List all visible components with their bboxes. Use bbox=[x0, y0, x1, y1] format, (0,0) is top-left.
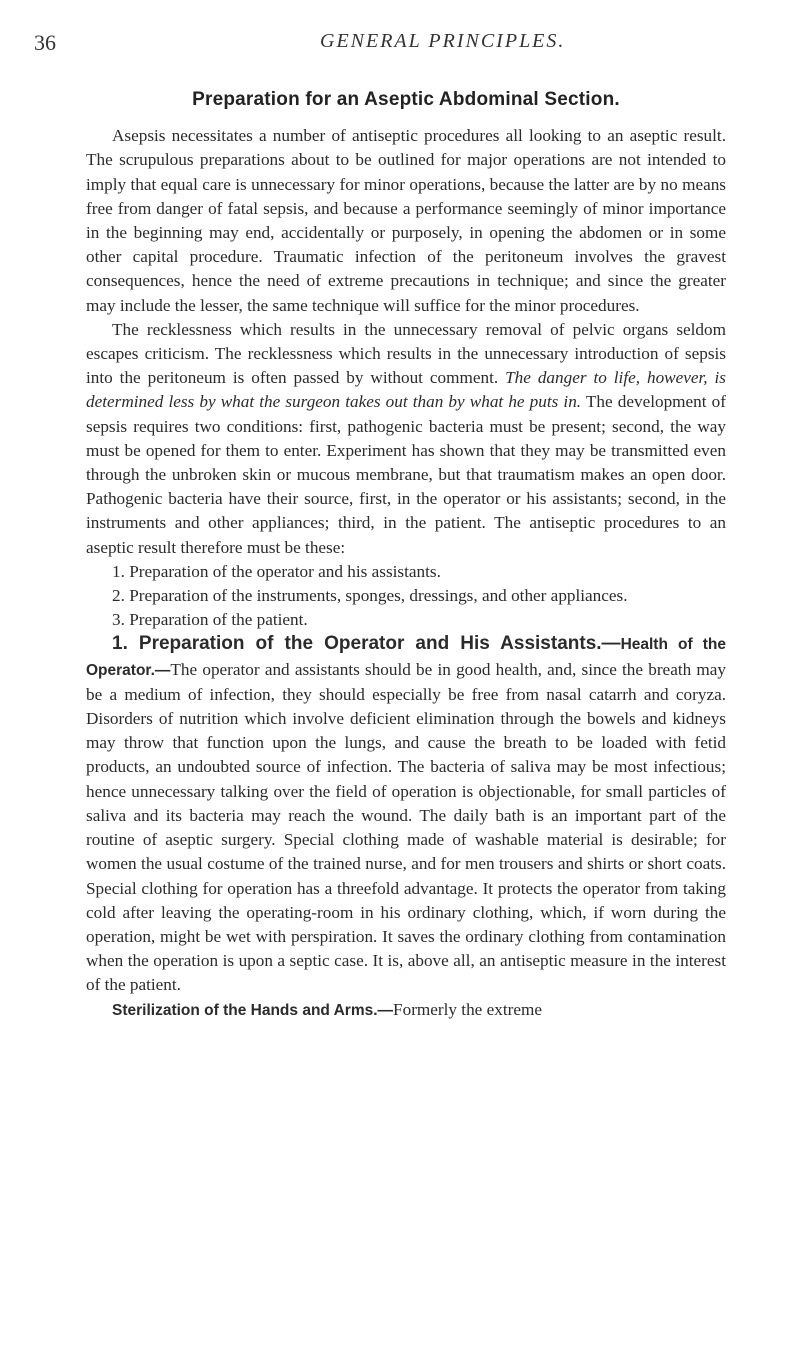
page-number: 36 bbox=[34, 30, 56, 55]
health-text: The operator and assistants should be in good health, and, since the breath may be a medium of infection, they should especially be free from nasal catarrh and coryza. Disorders of nutrition which involve deficient elimination through the bowels and kidneys may throw that function upon the lungs, and cause the breath to be loaded with fetid products, an undoubted source of infection. The bacteria of saliva may be most infectious; hence unnecessary talking over the field of operation is objectionable, for small particles of saliva and its bacteria may reach the wound. The daily bath is an important part of the routine of aseptic surgery. Special clothing made of washable material is desirable; for women the usual costume of the trained nurse, and for men trousers and shirts or short coats. Special clothing for operation has a threefold advantage. It protects the operator from taking cold after leaving the operating-room in his ordinary clothing, which, if worn during the operation, might be wet with perspiration. It saves the ordinary clothing from contamination when the operation is upon a septic case. It is, above all, an antiseptic measure in the interest of the patient. bbox=[86, 659, 726, 995]
paragraph-recklessness-start: The recklessness which results in the unnecessary removal of pelvic organs seldom escapes criticism. The recklessness which results in the unnecessary introduction of sepsis into the peritoneum is often passed by without comment. bbox=[86, 319, 726, 388]
sterilization-text: Formerly the extreme bbox=[393, 999, 542, 1019]
running-title: GENERAL PRINCIPLES. bbox=[320, 30, 566, 52]
list-item: 3. Preparation of the patient. bbox=[112, 610, 308, 630]
subsection-heading-operator: 1. Preparation of the Operator and His Assistants.— bbox=[112, 633, 621, 655]
paragraph-recklessness bbox=[86, 318, 726, 560]
paragraph-sterilization bbox=[86, 998, 726, 1023]
paragraph-asepsis: Asepsis necessitates a number of antiseptic procedures all looking to an aseptic result. The scrupulous preparations about to be outlined for major operations are not intended to imply that equal care is unnecessary for minor operations, because the latter are by no means free from danger of fatal sepsis, and because a performance seemingly of minor importance in the beginning may end, accidentally or purposely, in opening the abdomen or in some other capital procedure. Traumatic infection of the peritoneum involves the gravest consequences, hence the need of extreme precautions in technique; and since the greater may include the lesser, the same technique will suffice for the minor procedures. bbox=[86, 126, 726, 315]
italic-emphasis: The danger to life, however, is determined less by what the surgeon takes out than by what he puts in. bbox=[86, 368, 726, 412]
paragraph-recklessness-end: The development of sepsis requires two conditions: first, pathogenic bacteria must be present; second, the way must be opened for them to enter. Experiment has shown that they may be transmitted even through the unbroken skin or mucous membrane, but that traumatism makes an open door. Pathogenic bacteria have their source, first, in the operator or his assistants; second, in the instruments and other appliances; third, in the patient. The antiseptic procedures to an aseptic result therefore must be these: bbox=[86, 392, 726, 557]
subheading-sterilization: Sterilization of the Hands and Arms.— bbox=[112, 1001, 394, 1019]
list-item: 1. Preparation of the operator and his assistants. bbox=[112, 561, 441, 581]
procedures-list bbox=[86, 560, 726, 633]
page-content bbox=[86, 88, 726, 1023]
running-head bbox=[34, 30, 714, 58]
list-item: 2. Preparation of the instruments, sponges, dressings, and other appliances. bbox=[112, 586, 628, 606]
paragraph-health-of-operator bbox=[86, 632, 726, 997]
subheading-health: Health of the Operator.— bbox=[86, 636, 726, 679]
section-heading: Preparation for an Aseptic Abdominal Section. bbox=[192, 89, 620, 110]
